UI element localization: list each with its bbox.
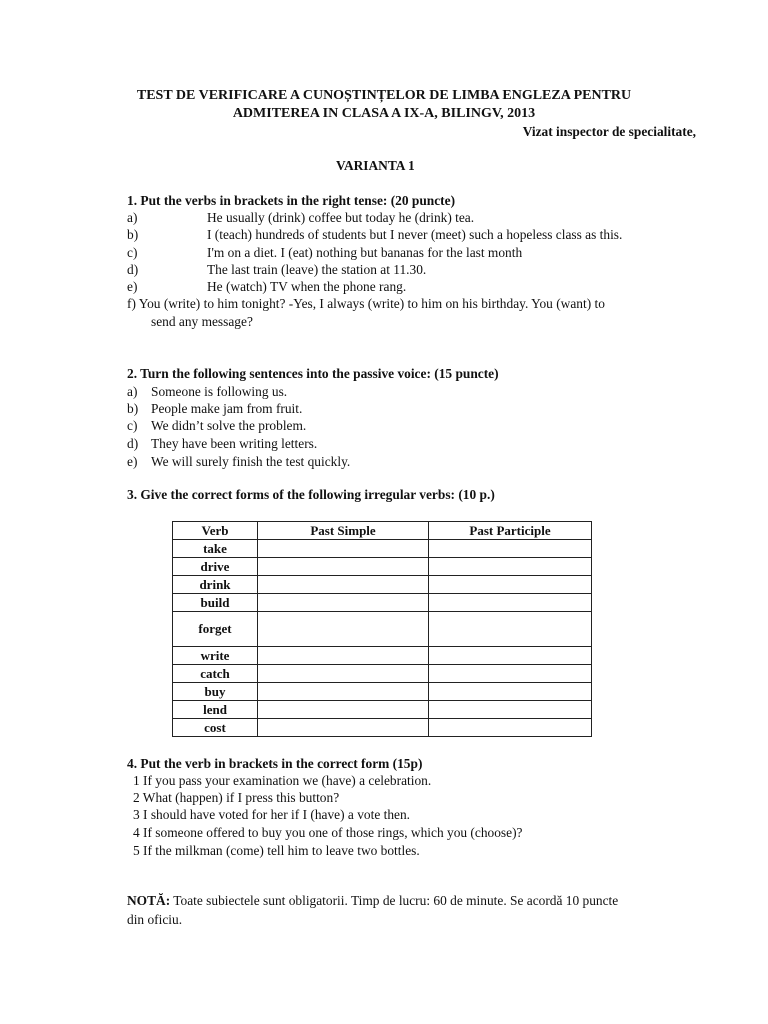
past-participle-answer-cell[interactable]: [429, 647, 592, 665]
ex2-item-label: e): [127, 454, 138, 469]
ex1-item-text: He usually (drink) coffee but today he (drink) tea.: [207, 210, 475, 225]
table-row: [173, 594, 592, 612]
verb-cell: [173, 683, 258, 701]
varianta-heading: VARIANTA 1: [336, 158, 415, 173]
ex2-item-text: People make jam from fruit.: [151, 401, 303, 416]
verb-cell: [173, 612, 258, 647]
ex4-item: 3 I should have voted for her if I (have) a vote then.: [133, 807, 411, 822]
verb-text: build: [200, 595, 230, 610]
table-row: [173, 576, 592, 594]
header-past-participle: Past Participle: [429, 522, 592, 540]
ex1-item-label: e): [127, 279, 138, 294]
past-simple-answer-cell[interactable]: [258, 558, 429, 576]
ex2-item-label: a): [127, 384, 138, 399]
nota-line1: [127, 893, 618, 909]
ex2-item-text: We will surely finish the test quickly.: [151, 454, 351, 469]
past-participle-answer-cell[interactable]: [429, 612, 592, 647]
verb-text: drink: [199, 577, 231, 592]
ex4-item: 2 What (happen) if I press this button?: [133, 790, 340, 805]
verb-text: drive: [200, 559, 230, 574]
ex1-item-f-line1: f) You (write) to him tonight? -Yes, I always (write) to him on his birthday. You (want) to: [127, 296, 605, 311]
verb-cell: [173, 719, 258, 737]
table-row: [173, 647, 592, 665]
verb-cell: [173, 701, 258, 719]
past-simple-answer-cell[interactable]: [258, 683, 429, 701]
table-row: [173, 665, 592, 683]
past-simple-answer-cell[interactable]: [258, 665, 429, 683]
verb-text: lend: [203, 702, 227, 717]
vizat-inspector: Vizat inspector de specialitate,: [522, 124, 696, 139]
verb-cell: [173, 647, 258, 665]
title-line-1: TEST DE VERIFICARE A CUNOȘTINȚELOR DE LIMBA ENGLEZA PENTRU: [136, 88, 632, 103]
past-participle-answer-cell[interactable]: [429, 719, 592, 737]
ex2-item-text: We didn’t solve the problem.: [151, 418, 307, 433]
title-line-2: ADMITEREA IN CLASA A IX-A, BILINGV, 2013: [232, 106, 536, 121]
ex1-item-label: c): [127, 245, 138, 260]
nota-label: NOTĂ:: [127, 893, 171, 908]
ex1-item-label: b): [127, 227, 139, 242]
ex4-item: 5 If the milkman (come) tell him to leave two bottles.: [133, 843, 420, 858]
past-participle-answer-cell[interactable]: [429, 558, 592, 576]
ex1-item-f-line2: send any message?: [151, 314, 253, 329]
past-participle-answer-cell[interactable]: [429, 665, 592, 683]
ex2-item-label: c): [127, 418, 138, 433]
past-simple-answer-cell[interactable]: [258, 540, 429, 558]
irregular-verbs-table: [172, 521, 592, 737]
ex4-heading: 4. Put the verb in brackets in the correct form (15p): [127, 756, 423, 771]
past-participle-answer-cell[interactable]: [429, 594, 592, 612]
past-simple-answer-cell[interactable]: [258, 594, 429, 612]
verb-text: buy: [204, 684, 226, 699]
nota-line2: din oficiu.: [127, 912, 183, 927]
verb-text: write: [200, 648, 230, 663]
ex1-item-label: a): [127, 210, 138, 225]
table-row: [173, 612, 592, 647]
ex1-item-text: I (teach) hundreds of students but I never (meet) such a hopeless class as this.: [207, 227, 623, 242]
nota-text: Toate subiectele sunt obligatorii. Timp de lucru: 60 de minute. Se acordă 10 puncte: [173, 893, 619, 908]
ex1-heading: 1. Put the verbs in brackets in the right tense: (20 puncte): [127, 193, 456, 208]
ex2-item-label: d): [127, 436, 139, 451]
ex2-item-text: They have been writing letters.: [151, 436, 318, 451]
past-simple-answer-cell[interactable]: [258, 719, 429, 737]
verb-cell: [173, 665, 258, 683]
ex1-item-text: He (watch) TV when the phone rang.: [207, 279, 407, 294]
ex2-item-label: b): [127, 401, 139, 416]
verb-text: catch: [200, 666, 230, 681]
ex4-item: 4 If someone offered to buy you one of those rings, which you (choose)?: [133, 825, 523, 840]
verb-cell: [173, 558, 258, 576]
table-header-row: [173, 522, 592, 540]
table-row: [173, 701, 592, 719]
verb-cell: [173, 540, 258, 558]
table-row: [173, 719, 592, 737]
past-simple-answer-cell[interactable]: [258, 612, 429, 647]
table-row: [173, 683, 592, 701]
header-past-simple: Past Simple: [258, 522, 429, 540]
ex1-item-text: I'm on a diet. I (eat) nothing but bananas for the last month: [207, 245, 523, 260]
table-row: [173, 558, 592, 576]
verb-text: forget: [198, 621, 232, 636]
past-participle-answer-cell[interactable]: [429, 576, 592, 594]
verb-text: cost: [204, 720, 226, 735]
table-row: [173, 540, 592, 558]
past-simple-answer-cell[interactable]: [258, 647, 429, 665]
ex4-item: 1 If you pass your examination we (have) a celebration.: [133, 773, 432, 788]
past-simple-answer-cell[interactable]: [258, 701, 429, 719]
past-participle-answer-cell[interactable]: [429, 540, 592, 558]
verb-text: take: [203, 541, 227, 556]
ex1-item-label: d): [127, 262, 139, 277]
past-simple-answer-cell[interactable]: [258, 576, 429, 594]
ex1-item-text: The last train (leave) the station at 11.30.: [207, 262, 427, 277]
past-participle-answer-cell[interactable]: [429, 701, 592, 719]
verb-cell: [173, 576, 258, 594]
ex2-heading: 2. Turn the following sentences into the passive voice: (15 puncte): [127, 366, 499, 381]
verb-cell: [173, 594, 258, 612]
ex3-heading: 3. Give the correct forms of the following irregular verbs: (10 p.): [127, 487, 495, 502]
past-participle-answer-cell[interactable]: [429, 683, 592, 701]
ex2-item-text: Someone is following us.: [151, 384, 288, 399]
header-verb: Verb: [173, 522, 258, 540]
